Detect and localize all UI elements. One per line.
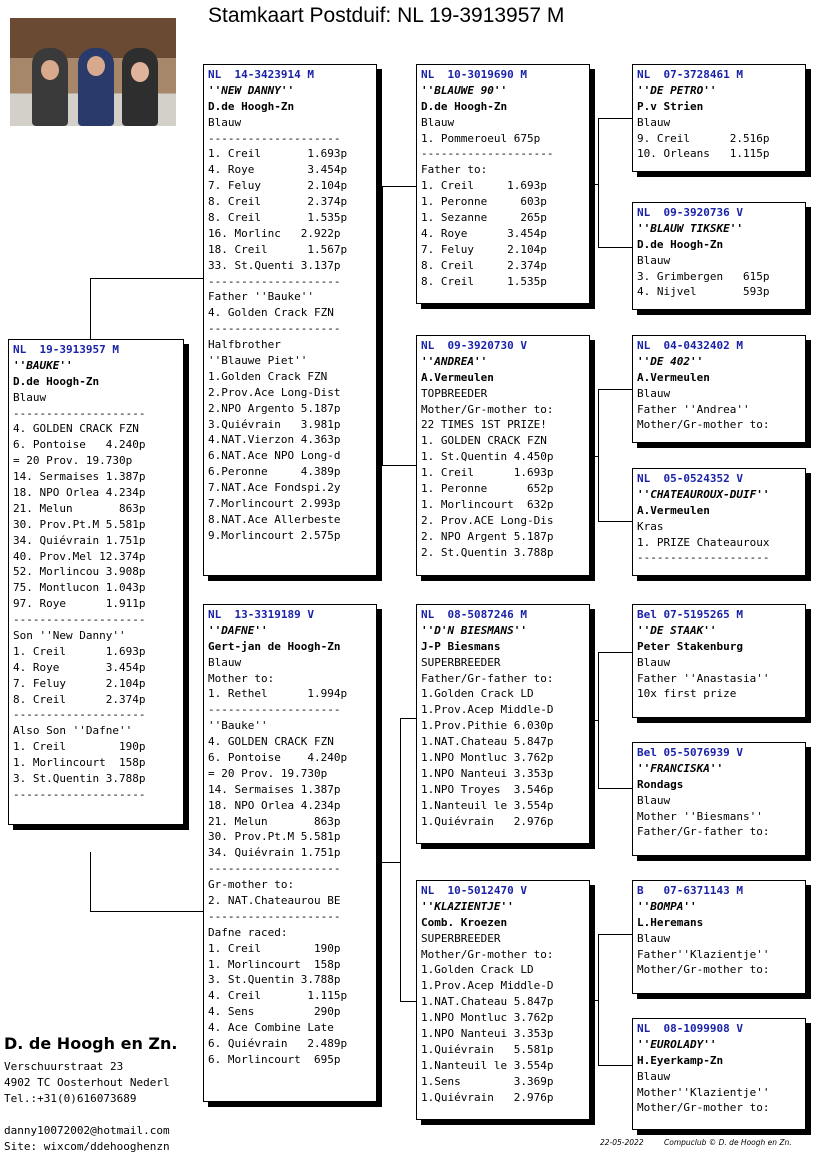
breeder-name: H.Eyerkamp-Zn: [637, 1053, 724, 1067]
pedigree-line: TOPBREEDER: [421, 386, 488, 400]
owner-phone: Tel.:+31(0)616073689: [4, 1092, 137, 1105]
connector-line: [598, 788, 633, 789]
owner-city: 4902 TC Oosterhout Nederl: [4, 1076, 170, 1089]
pedigree-line: 7. Feluy 2.104p: [421, 242, 547, 256]
connector-line: [382, 186, 417, 187]
connector-line: [598, 118, 633, 119]
breeder-name: A.Vermeulen: [421, 370, 494, 384]
pedigree-line: 4. Sens 290p: [208, 1005, 341, 1019]
pedigree-line: --------------------: [13, 787, 146, 801]
pigeon-card-mother-father: [416, 604, 590, 844]
ring-number: NL 13-3319189 V: [208, 608, 314, 621]
pedigree-line: 34. Quiévrain 1.751p: [13, 533, 146, 547]
connector-line: [598, 934, 633, 935]
pedigree-line: 9. Creil 2.516p: [637, 131, 770, 145]
breeder-name: Gert-jan de Hoogh-Zn: [208, 639, 341, 653]
pedigree-line: 1. Creil 1.693p: [13, 644, 146, 658]
ring-number: NL 07-3728461 M: [637, 68, 743, 81]
breeder-name: L.Heremans: [637, 915, 704, 929]
pedigree-line: 7. Feluy 2.104p: [13, 676, 146, 690]
pedigree-line: Blauw: [637, 115, 671, 129]
pedigree-line: 8.NAT.Ace Allerbeste: [208, 512, 341, 526]
pedigree-line: 1.Prov.Pithie 6.030p: [421, 719, 554, 733]
pedigree-line: --------------------: [13, 406, 146, 420]
connector-line: [382, 186, 383, 466]
pedigree-line: 4. GOLDEN CRACK FZN: [208, 735, 334, 749]
pedigree-line: Mother/Gr-mother to:: [637, 418, 770, 432]
pedigree-line: 30. Prov.Pt.M 5.581p: [208, 830, 341, 844]
owners-photo: [10, 18, 176, 126]
pedigree-line: 1. Creil 190p: [208, 941, 341, 955]
pedigree-line: 1. Creil 1.693p: [421, 466, 554, 480]
pedigree-line: Mother/Gr-mother to:: [637, 963, 770, 977]
pedigree-line: Mother to:: [208, 671, 275, 685]
pedigree-line: 2. NAT.Chateaurou BE: [208, 894, 341, 908]
pedigree-line: 1.Golden Crack FZN: [208, 369, 328, 383]
breeder-name: Comb. Kroezen: [421, 915, 508, 929]
pedigree-line: Mother''Klazientje'': [637, 1085, 770, 1099]
pedigree-line: 34. Quiévrain 1.751p: [208, 846, 341, 860]
pedigree-line: = 20 Prov. 19.730p: [208, 766, 328, 780]
pedigree-line: 1. Rethel 1.994p: [208, 687, 348, 701]
pedigree-line: 1.NPO Montluc 3.762p: [421, 1011, 554, 1025]
pigeon-name: ''BAUKE'': [13, 358, 73, 372]
pedigree-line: 4. Creil 1.115p: [208, 989, 348, 1003]
connector-line: [598, 521, 633, 522]
pedigree-line: = 20 Prov. 19.730p: [13, 454, 133, 468]
pedigree-line: 3. St.Quentin 3.788p: [208, 973, 341, 987]
pedigree-line: 97. Roye 1.911p: [13, 597, 146, 611]
pedigree-line: --------------------: [13, 708, 146, 722]
connector-line: [400, 718, 401, 1002]
ring-number: B 07-6371143 M: [637, 884, 743, 897]
pedigree-line: 7. Feluy 2.104p: [208, 179, 348, 193]
pedigree-line: Father/Gr-father to:: [637, 825, 770, 839]
pedigree-line: ''Bauke'': [208, 719, 268, 733]
pigeon-name: ''D'N BIESMANS'': [421, 623, 527, 637]
pedigree-line: --------------------: [637, 551, 770, 565]
ring-number: NL 04-0432402 M: [637, 339, 743, 352]
connector-line: [590, 184, 599, 185]
pedigree-line: --------------------: [208, 322, 341, 336]
pedigree-line: 4. Ace Combine Late: [208, 1021, 334, 1035]
pedigree-line: Father ''Andrea'': [637, 402, 750, 416]
pedigree-line: 1.Golden Crack LD: [421, 963, 534, 977]
pedigree-line: Blauw: [637, 386, 671, 400]
pedigree-line: Mother/Gr-mother to:: [421, 402, 554, 416]
pedigree-line: 10x first prize: [637, 687, 737, 701]
pedigree-line: 7.NAT.Ace Fondspi.2y: [208, 481, 341, 495]
pedigree-line: 6.NAT.Ace NPO Long-d: [208, 449, 341, 463]
pedigree-line: 52. Morlincou 3.908p: [13, 565, 146, 579]
connector-line: [376, 862, 401, 863]
pedigree-line: Father to:: [421, 163, 488, 177]
pedigree-line: Kras: [637, 519, 664, 533]
pedigree-line: Father ''Bauke'': [208, 290, 314, 304]
pedigree-line: --------------------: [208, 274, 341, 288]
connector-line: [590, 456, 599, 457]
pigeon-name: ''DE STAAK'': [637, 623, 717, 637]
connector-line: [598, 1065, 633, 1066]
pedigree-line: 1. St.Quentin 4.450p: [421, 450, 554, 464]
pedigree-line: 14. Sermaises 1.387p: [208, 782, 341, 796]
pigeon-name: ''BLAUW TIKSKE'': [637, 221, 743, 235]
pigeon-card-father: [203, 64, 377, 576]
pedigree-line: 3. St.Quentin 3.788p: [13, 772, 146, 786]
pedigree-line: 6. Pontoise 4.240p: [208, 751, 348, 765]
breeder-name: A.Vermeulen: [637, 370, 710, 384]
pigeon-card-ff-father: [632, 64, 806, 172]
pedigree-line: 3. Grimbergen 615p: [637, 269, 770, 283]
pedigree-line: 1.Quiévrain 2.976p: [421, 1090, 554, 1104]
pigeon-card-mm-mother: [632, 1018, 806, 1130]
ring-number: NL 14-3423914 M: [208, 68, 314, 81]
breeder-name: A.Vermeulen: [637, 503, 710, 517]
pedigree-line: Blauw: [637, 931, 671, 945]
pedigree-line: 6. Morlincourt 695p: [208, 1052, 341, 1066]
pedigree-line: 40. Prov.Mel 12.374p: [13, 549, 146, 563]
pedigree-line: Also Son ''Dafne'': [13, 724, 133, 738]
pedigree-line: --------------------: [208, 131, 341, 145]
pedigree-line: 7.Morlincourt 2.993p: [208, 497, 341, 511]
pigeon-card-mother: [203, 604, 377, 1102]
pedigree-line: 2. St.Quentin 3.788p: [421, 545, 554, 559]
pedigree-line: 18. NPO Orlea 4.234p: [13, 486, 146, 500]
pigeon-card-father-father: [416, 64, 590, 304]
pigeon-card-mm-father: [632, 880, 806, 994]
pedigree-line: Blauw: [421, 115, 455, 129]
pedigree-line: 21. Melun 863p: [208, 814, 341, 828]
pedigree-line: Gr-mother to:: [208, 878, 295, 892]
breeder-name: P.v Strien: [637, 99, 704, 113]
pedigree-line: Son ''New Danny'': [13, 629, 126, 643]
credit-text: Compuclub © D. de Hoogh en Zn.: [664, 1138, 792, 1147]
pigeon-name: ''ANDREA'': [421, 354, 488, 368]
pedigree-line: 1. Creil 1.693p: [208, 147, 348, 161]
pedigree-line: Blauw: [637, 1069, 671, 1083]
connector-line: [598, 389, 633, 390]
pedigree-line: 3.Quiévrain 3.981p: [208, 417, 341, 431]
pigeon-name: ''EUROLADY'': [637, 1037, 717, 1051]
pedigree-line: ''Blauwe Piet'': [208, 354, 308, 368]
pedigree-line: Blauw: [637, 253, 671, 267]
pedigree-line: Blauw: [208, 115, 242, 129]
pedigree-line: 1.Quiévrain 5.581p: [421, 1042, 554, 1056]
breeder-name: D.de Hoogh-Zn: [421, 99, 508, 113]
pedigree-line: 75. Montlucon 1.043p: [13, 581, 146, 595]
pigeon-name: ''DAFNE'': [208, 623, 268, 637]
pigeon-card-fm-father: [632, 335, 806, 443]
pedigree-line: 22 TIMES 1ST PRIZE!: [421, 418, 547, 432]
connector-line: [400, 718, 417, 719]
ring-number: NL 10-5012470 V: [421, 884, 527, 897]
ring-number: NL 09-3920730 V: [421, 339, 527, 352]
connector-line: [598, 247, 633, 248]
pedigree-line: 1.Golden Crack LD: [421, 687, 534, 701]
pedigree-line: 6.Peronne 4.389p: [208, 465, 341, 479]
ring-number: Bel 07-5195265 M: [637, 608, 743, 621]
pedigree-line: Mother/Gr-mother to:: [637, 1101, 770, 1115]
pedigree-line: SUPERBREEDER: [421, 655, 501, 669]
connector-line: [598, 118, 599, 248]
pedigree-line: Mother/Gr-mother to:: [421, 947, 554, 961]
pigeon-name: ''DE PETRO'': [637, 83, 717, 97]
pedigree-line: 8. Creil 2.374p: [13, 692, 146, 706]
connector-line: [590, 720, 599, 721]
pedigree-line: 1.NAT.Chateau 5.847p: [421, 735, 554, 749]
pigeon-name: ''DE 402'': [637, 354, 704, 368]
pedigree-line: Halfbrother: [208, 338, 281, 352]
pigeon-name: ''BLAUWE 90'': [421, 83, 508, 97]
ring-number: NL 10-3019690 M: [421, 68, 527, 81]
ring-number: NL 08-1099908 V: [637, 1022, 743, 1035]
pigeon-card-fm-mother: [632, 468, 806, 576]
pedigree-line: 16. Morlinc 2.922p: [208, 226, 341, 240]
pedigree-line: 1. Creil 1.693p: [421, 179, 547, 193]
pedigree-line: Blauw: [637, 793, 671, 807]
pigeon-name: ''FRANCISKA'': [637, 761, 724, 775]
pedigree-line: 1. Peronne 652p: [421, 482, 554, 496]
pedigree-line: Blauw: [637, 655, 671, 669]
connector-line: [376, 325, 383, 326]
pedigree-line: 18. NPO Orlea 4.234p: [208, 798, 341, 812]
pigeon-name: ''BOMPA'': [637, 899, 697, 913]
pedigree-line: 10. Orleans 1.115p: [637, 147, 770, 161]
owner-name: D. de Hoogh en Zn.: [4, 1034, 178, 1053]
pedigree-line: 2. NPO Argent 5.187p: [421, 529, 554, 543]
pedigree-line: 1. Pommeroeul 675p: [421, 131, 541, 145]
pedigree-line: 8. Creil 2.374p: [208, 195, 348, 209]
pedigree-line: 1. Morlincourt 632p: [421, 497, 554, 511]
pedigree-line: --------------------: [208, 703, 341, 717]
pedigree-line: 1.NPO Troyes 3.546p: [421, 782, 554, 796]
pedigree-line: 2.Prov.Ace Long-Dist: [208, 385, 341, 399]
pigeon-card-father-mother: [416, 335, 590, 576]
ring-number: NL 08-5087246 M: [421, 608, 527, 621]
pigeon-card-mother-mother: [416, 880, 590, 1120]
pedigree-line: Father ''Anastasia'': [637, 671, 770, 685]
pigeon-name: ''KLAZIENTJE'': [421, 899, 514, 913]
pedigree-line: 9.Morlincourt 2.575p: [208, 528, 341, 542]
pedigree-line: Blauw: [208, 655, 242, 669]
connector-line: [90, 911, 204, 912]
pedigree-line: 1.NPO Nanteui 3.353p: [421, 1027, 554, 1041]
pedigree-line: 1. Sezanne 265p: [421, 211, 547, 225]
pigeon-card-mf-mother: [632, 742, 806, 856]
pedigree-line: 8. Creil 1.535p: [208, 211, 348, 225]
pedigree-line: 1.Prov.Acep Middle-D: [421, 703, 554, 717]
pedigree-line: 2.NPO Argento 5.187p: [208, 401, 341, 415]
pedigree-line: 4. Roye 3.454p: [13, 660, 146, 674]
connector-line: [400, 1001, 417, 1002]
pedigree-line: 2. Prov.ACE Long-Dis: [421, 513, 554, 527]
pedigree-line: 4. Roye 3.454p: [421, 226, 547, 240]
pedigree-line: --------------------: [208, 862, 341, 876]
breeder-name: Peter Stakenburg: [637, 639, 743, 653]
pedigree-line: --------------------: [208, 909, 341, 923]
pedigree-line: 1. Creil 190p: [13, 740, 146, 754]
owner-street: Verschuurstraat 23: [4, 1060, 124, 1073]
breeder-name: Rondags: [637, 777, 684, 791]
pedigree-line: 4.NAT.Vierzon 4.363p: [208, 433, 341, 447]
pigeon-card-ff-mother: [632, 202, 806, 310]
pedigree-line: 4. Nijvel 593p: [637, 285, 770, 299]
pigeon-name: ''CHATEAUROUX-DUIF'': [637, 487, 770, 501]
ring-number: Bel 05-5076939 V: [637, 746, 743, 759]
pedigree-line: Father''Klazientje'': [637, 947, 770, 961]
owner-site: Site: wixcom/ddehooghenzn: [4, 1140, 170, 1153]
pedigree-line: 6. Quiévrain 2.489p: [208, 1037, 348, 1051]
pedigree-line: 1.Quiévrain 2.976p: [421, 814, 554, 828]
pedigree-line: 33. St.Quenti 3.137p: [208, 258, 341, 272]
pedigree-line: Mother ''Biesmans'': [637, 809, 763, 823]
pedigree-line: 1. Peronne 603p: [421, 195, 547, 209]
pedigree-line: Dafne raced:: [208, 925, 288, 939]
pedigree-line: 1.NPO Nanteui 3.353p: [421, 766, 554, 780]
pedigree-line: 30. Prov.Pt.M 5.581p: [13, 517, 146, 531]
pedigree-line: 8. Creil 2.374p: [421, 258, 547, 272]
pedigree-line: 1.Nanteuil le 3.554p: [421, 798, 554, 812]
pedigree-line: 4. Golden Crack FZN: [208, 306, 334, 320]
connector-line: [598, 652, 633, 653]
ring-number: NL 19-3913957 M: [13, 343, 119, 356]
breeder-name: D.de Hoogh-Zn: [208, 99, 295, 113]
pedigree-line: 14. Sermaises 1.387p: [13, 470, 146, 484]
pedigree-line: 1.NAT.Chateau 5.847p: [421, 995, 554, 1009]
connector-line: [90, 278, 204, 279]
pigeon-card-main: [8, 339, 184, 825]
ring-number: NL 09-3920736 V: [637, 206, 743, 219]
pedigree-line: 1.Sens 3.369p: [421, 1074, 554, 1088]
pedigree-line: 1.NPO Montluc 3.762p: [421, 751, 554, 765]
breeder-name: J-P Biesmans: [421, 639, 501, 653]
pedigree-line: 1.Nanteuil le 3.554p: [421, 1058, 554, 1072]
connector-line: [90, 852, 91, 912]
pedigree-line: 8. Creil 1.535p: [421, 274, 547, 288]
pedigree-line: --------------------: [421, 147, 554, 161]
pedigree-line: 21. Melun 863p: [13, 501, 146, 515]
pigeon-card-mf-father: [632, 604, 806, 718]
breeder-name: D.de Hoogh-Zn: [637, 237, 724, 251]
pedigree-line: SUPERBREEDER: [421, 931, 501, 945]
ring-number: NL 05-0524352 V: [637, 472, 743, 485]
pedigree-line: 1. PRIZE Chateauroux: [637, 535, 770, 549]
owner-email: danny10072002@hotmail.com: [4, 1124, 170, 1137]
connector-line: [590, 1000, 599, 1001]
print-date: 22-05-2022: [600, 1138, 644, 1147]
pedigree-line: 1.Prov.Acep Middle-D: [421, 979, 554, 993]
pedigree-line: 18. Creil 1.567p: [208, 242, 348, 256]
pedigree-line: Father/Gr-father to:: [421, 671, 554, 685]
breeder-name: D.de Hoogh-Zn: [13, 374, 100, 388]
pedigree-line: 1. Morlincourt 158p: [13, 756, 146, 770]
pigeon-name: ''NEW DANNY'': [208, 83, 295, 97]
pedigree-line: --------------------: [13, 613, 146, 627]
pedigree-line: 4. GOLDEN CRACK FZN: [13, 422, 139, 436]
pedigree-line: 1. GOLDEN CRACK FZN: [421, 434, 547, 448]
pedigree-line: Blauw: [13, 390, 47, 404]
connector-line: [90, 278, 91, 340]
pedigree-line: 4. Roye 3.454p: [208, 163, 348, 177]
pedigree-line: 1. Morlincourt 158p: [208, 957, 341, 971]
page-title: Stamkaart Postduif: NL 19-3913957 M: [208, 4, 565, 27]
pedigree-line: 6. Pontoise 4.240p: [13, 438, 146, 452]
connector-line: [382, 465, 417, 466]
